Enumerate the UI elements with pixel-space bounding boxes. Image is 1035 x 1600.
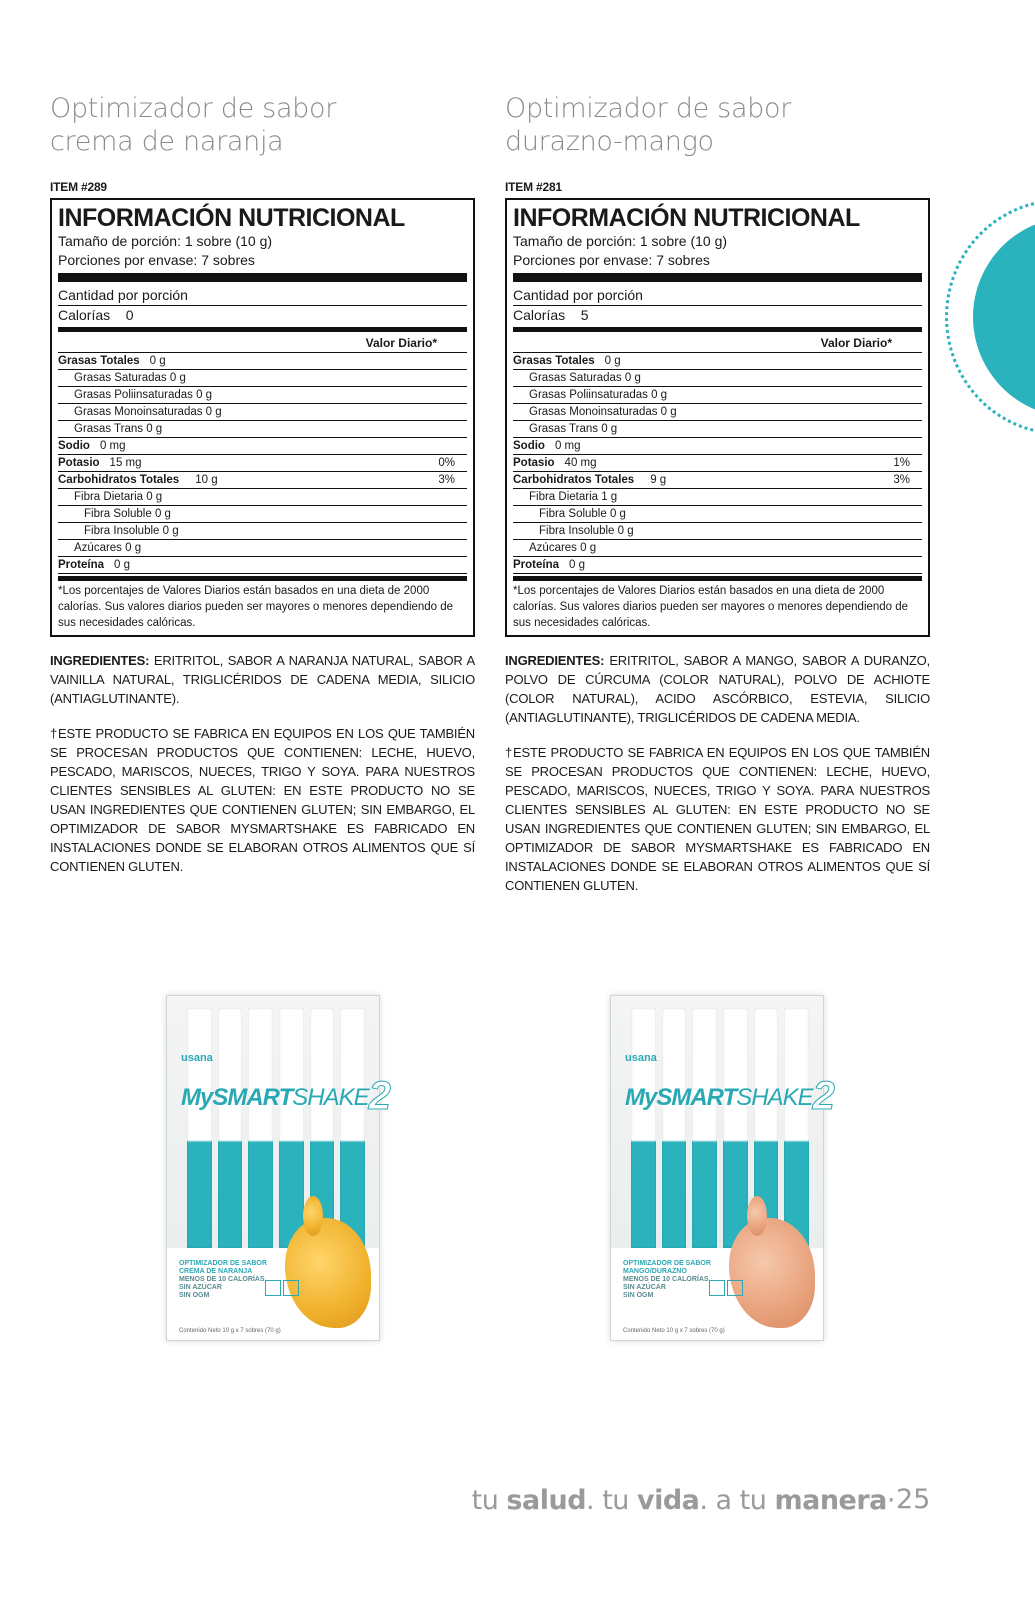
nutrient-row (58, 370, 467, 387)
daily-value-header: Valor Diario* (58, 334, 467, 353)
peach-splash-image (729, 1218, 815, 1328)
brand-logo: usana (625, 1052, 657, 1064)
thick-divider (513, 273, 922, 282)
nutrient-daily-value (850, 438, 910, 454)
nutrient-name: Potasio (513, 457, 555, 469)
net-content: Contenido Neto 10 g x 7 sobres (70 g) (179, 1328, 281, 1334)
nutrient-amount: 0 mg (99, 440, 126, 452)
package-badges (709, 1280, 743, 1296)
nutrient-row (58, 523, 467, 540)
nutrient-daily-value (395, 404, 455, 420)
nutrient-row (58, 455, 467, 472)
footnote: *Los porcentajes de Valores Diarios están basados en una dieta de 2000 calorías. Sus valores diarios pueden ser mayores o menores dependiendo de sus necesidades calóricas. (513, 585, 909, 629)
daily-value-header: Valor Diario* (513, 334, 922, 353)
allergen-statement: †ESTE PRODUCTO SE FABRICA EN EQUIPOS EN LOS QUE TAMBIÉN SE PROCESAN PRODUCTOS QUE CONTIENEN: LECHE, HUEVO, PESCADO, MARISCOS, NUECES, TRIGO Y SOYA. PARA NUESTROS CLIENTES SENSIBLES AL GLUTEN: EN ESTE PRODUCTO NO SE USAN INGREDIENTES QUE CONTIENEN GLUTEN; SIN EMBARGO, EL OPTIMIZADOR DE SABOR MYSMARTSHAKE ES FABRICADO EN INSTALACIONES DONDE SE ELABORAN OTROS ALIMENTOS QUE SÍ CONTIENEN GLUTEN. (50, 726, 475, 874)
nutrient-label (513, 421, 850, 437)
nutrient-row (58, 438, 467, 455)
nutrition-facts-panel (50, 198, 475, 637)
nutrient-amount: 40 mg (564, 457, 597, 469)
footnote: *Los porcentajes de Valores Diarios están basados en una dieta de 2000 calorías. Sus valores diarios pueden ser mayores o menores dependiendo de sus necesidades calóricas. (58, 585, 454, 629)
package-label-panel (611, 1248, 823, 1340)
nutrient-label (513, 472, 850, 488)
logo-my: My (625, 1084, 657, 1111)
package-line: SIN AZÚCAR (179, 1284, 222, 1291)
nutrient-name: Potasio (58, 457, 100, 469)
nutrition-facts-panel (505, 198, 930, 637)
nutrient-amount: 0 g (569, 559, 586, 571)
medium-divider (58, 327, 467, 332)
nutrient-amount: 0 g (114, 559, 131, 571)
serving-size: Tamaño de porción: 1 sobre (10 g) (513, 233, 728, 249)
nutrient-label (513, 557, 850, 573)
nutrient-amount: 10 g (195, 474, 218, 486)
thick-divider (58, 273, 467, 282)
nutrient-daily-value (395, 387, 455, 403)
medium-divider (513, 576, 922, 581)
package-line: OPTIMIZADOR DE SABOR (623, 1260, 711, 1267)
nutrient-name: Fibra Insoluble 0 g (539, 525, 634, 537)
nutrient-name: Grasas Totales (58, 355, 140, 367)
package-badges (265, 1280, 299, 1296)
nutrient-daily-value (850, 523, 910, 539)
nutrient-row (513, 540, 922, 557)
orange-splash-image (285, 1218, 371, 1328)
nutrient-label (513, 438, 850, 454)
nutrient-amount: 15 mg (109, 457, 142, 469)
nutrient-row (513, 472, 922, 489)
calories-label: Calorías (513, 307, 566, 323)
nutrient-rows (513, 353, 922, 574)
nutrient-row (513, 353, 922, 370)
nutrient-label (58, 421, 395, 437)
nutrient-name: Fibra Soluble 0 g (539, 508, 626, 520)
nutrient-name: Grasas Trans 0 g (529, 423, 618, 435)
nutrient-row (58, 506, 467, 523)
product-title-line1: Optimizador de sabor (505, 93, 792, 124)
product-column-orange (50, 92, 475, 876)
medium-divider (58, 576, 467, 581)
nutrient-row (513, 489, 922, 506)
ingredients-label: INGREDIENTES: (505, 653, 605, 668)
nutrient-daily-value (395, 540, 455, 556)
allergen-statement: †ESTE PRODUCTO SE FABRICA EN EQUIPOS EN LOS QUE TAMBIÉN SE PROCESAN PRODUCTOS QUE CONTIENEN: LECHE, HUEVO, PESCADO, MARISCOS, NUECES, TRIGO Y SOYA. PARA NUESTROS CLIENTES SENSIBLES AL GLUTEN: EN ESTE PRODUCTO NO SE USAN INGREDIENTES QUE CONTIENEN GLUTEN; SIN EMBARGO, EL OPTIMIZADOR DE SABOR MYSMARTSHAKE ES FABRICADO EN INSTALACIONES DONDE SE ELABORAN OTROS ALIMENTOS QUE SÍ CONTIENEN GLUTEN. (505, 745, 930, 893)
package-label-panel (167, 1248, 379, 1340)
nutrient-name: Grasas Poliinsaturadas 0 g (74, 389, 213, 401)
nutrient-name: Grasas Poliinsaturadas 0 g (529, 389, 668, 401)
logo-smart: SMART (212, 1084, 293, 1111)
nutrition-heading: INFORMACIÓN NUTRICIONAL (58, 204, 405, 232)
nutrient-label (58, 540, 395, 556)
nutrient-name: Sodio (513, 440, 545, 452)
nutrient-row (58, 353, 467, 370)
nutrient-label (58, 370, 395, 386)
calories-value: 5 (580, 307, 589, 323)
calories-value: 0 (125, 307, 134, 323)
nutrient-daily-value: 3% (893, 474, 910, 486)
nutrient-row (58, 489, 467, 506)
nutrient-label (58, 455, 395, 471)
nutrient-amount: 9 g (650, 474, 667, 486)
nutrient-name: Grasas Monoinsaturadas 0 g (529, 406, 677, 418)
page-number: 25 (896, 1484, 931, 1515)
nutrient-amount: 0 g (149, 355, 166, 367)
nutrient-row (58, 404, 467, 421)
nutrient-daily-value (395, 523, 455, 539)
package-line: MENOS DE 10 CALORÍAS (623, 1276, 709, 1283)
nutrient-label (58, 404, 395, 420)
slogan-bold: manera (774, 1485, 887, 1516)
package-line: CREMA DE NARANJA (179, 1268, 253, 1275)
nutrient-row (58, 557, 467, 574)
nutrient-daily-value (850, 353, 910, 369)
nutrient-daily-value: 3% (438, 474, 455, 486)
slogan-part: tu (471, 1485, 507, 1516)
nutrient-daily-value (850, 506, 910, 522)
logo-shake: SHAKE (736, 1084, 813, 1111)
nutrient-label (58, 472, 395, 488)
nutrient-row (513, 404, 922, 421)
slogan-bold: salud (506, 1485, 587, 1516)
nutrient-label (513, 370, 850, 386)
package-line: SIN OGM (623, 1292, 654, 1299)
servings-per-container: Porciones por envase: 7 sobres (58, 252, 255, 268)
nutrient-daily-value: 0% (438, 457, 455, 469)
nutrient-daily-value (850, 557, 910, 573)
logo-number: 2 (368, 1074, 390, 1118)
serving-size: Tamaño de porción: 1 sobre (10 g) (58, 233, 273, 249)
nutrient-amount: 0 mg (554, 440, 581, 452)
nutrient-name: Grasas Trans 0 g (74, 423, 163, 435)
nutrient-name: Carbohidratos Totales (513, 474, 635, 486)
nutrient-amount: 0 g (604, 355, 621, 367)
nutrient-row (513, 438, 922, 455)
nutrient-row (513, 387, 922, 404)
nutrient-label (58, 489, 395, 505)
logo-number: 2 (812, 1074, 834, 1118)
nutrient-name: Grasas Monoinsaturadas 0 g (74, 406, 222, 418)
nutrient-label (513, 540, 850, 556)
product-title-line1: Optimizador de sabor (50, 93, 337, 124)
nutrient-label (58, 506, 395, 522)
nutrient-name: Proteína (513, 559, 560, 571)
amount-per-serving: Cantidad por porción (513, 286, 922, 306)
logo-shake: SHAKE (292, 1084, 369, 1111)
nutrient-row (58, 421, 467, 438)
product-package-peach-mango (610, 995, 834, 1341)
ingredients-text: ERITRITOL, SABOR A MANGO, SABOR A DURANZO, POLVO DE CÚRCUMA (COLOR NATURAL), POLVO DE ACHIOTE (COLOR NATURAL), ACIDO ASCÓRBICO, ESTEVIA, SILICIO (ANTIAGLUTINANTE), TRIGLICÉRIDOS DE CADENA MEDIA. (505, 653, 930, 725)
nutrient-rows (58, 353, 467, 574)
packet-sticks (187, 1008, 365, 1248)
item-number: ITEM #281 (505, 180, 562, 194)
product-title (50, 92, 475, 162)
nutrient-row (58, 540, 467, 557)
nutrient-row (513, 421, 922, 438)
nutrient-name: Sodio (58, 440, 90, 452)
nutrient-daily-value (395, 353, 455, 369)
product-logo (181, 1070, 390, 1118)
calories-row (513, 306, 922, 325)
nutrient-name: Proteína (58, 559, 105, 571)
logo-smart: SMART (656, 1084, 737, 1111)
product-title (505, 92, 930, 162)
ingredients (505, 651, 930, 727)
decorative-circle (935, 205, 1035, 433)
slogan-part: . a tu (699, 1485, 775, 1516)
nutrient-row (58, 472, 467, 489)
nutrient-daily-value (850, 370, 910, 386)
nutrient-name: Fibra Soluble 0 g (84, 508, 171, 520)
nutrient-name: Grasas Saturadas 0 g (529, 372, 641, 384)
nutrient-daily-value (395, 438, 455, 454)
nutrient-row (58, 387, 467, 404)
ingredients (50, 651, 475, 708)
calories-row (58, 306, 467, 325)
nutrient-label (513, 404, 850, 420)
brand-logo: usana (181, 1052, 213, 1064)
product-logo (625, 1070, 834, 1118)
nutrient-label (58, 557, 395, 573)
package-line: MENOS DE 10 CALORÍAS (179, 1276, 265, 1283)
nutrient-label (513, 489, 850, 505)
servings-per-container: Porciones por envase: 7 sobres (513, 252, 710, 268)
nutrient-row (513, 370, 922, 387)
slogan-part: . tu (586, 1485, 637, 1516)
nutrient-name: Carbohidratos Totales (58, 474, 180, 486)
nutrient-label (513, 523, 850, 539)
nutrient-label (58, 387, 395, 403)
package-line: SIN AZÚCAR (623, 1284, 666, 1291)
medium-divider (513, 327, 922, 332)
product-title-line2: crema de naranja (50, 126, 284, 157)
nutrient-name: Fibra Dietaria 1 g (529, 491, 618, 503)
nutrient-label (58, 438, 395, 454)
amount-per-serving: Cantidad por porción (58, 286, 467, 306)
calories-label: Calorías (58, 307, 111, 323)
nutrient-daily-value (395, 370, 455, 386)
nutrient-daily-value (850, 540, 910, 556)
product-title-line2: durazno-mango (505, 126, 714, 157)
slogan-bold: vida (636, 1485, 700, 1516)
footer-slogan (472, 1485, 895, 1516)
nutrient-daily-value (395, 506, 455, 522)
package-line: MANGO/DURAZNO (623, 1268, 687, 1275)
nutrient-daily-value (850, 489, 910, 505)
net-content: Contenido Neto 10 g x 7 sobres (70 g) (623, 1328, 725, 1334)
ingredients-label: INGREDIENTES: (50, 653, 150, 668)
nutrient-row (513, 523, 922, 540)
product-package-orange (166, 995, 390, 1341)
nutrient-row (513, 455, 922, 472)
product-column-peach-mango (505, 92, 930, 895)
nutrient-daily-value: 1% (893, 457, 910, 469)
logo-my: My (181, 1084, 213, 1111)
nutrient-daily-value (395, 489, 455, 505)
nutrient-label (513, 506, 850, 522)
nutrition-heading: INFORMACIÓN NUTRICIONAL (513, 204, 860, 232)
nutrient-daily-value (850, 387, 910, 403)
packet-sticks (631, 1008, 809, 1248)
nutrient-daily-value (395, 557, 455, 573)
package-line: OPTIMIZADOR DE SABOR (179, 1260, 267, 1267)
nutrient-name: Azúcares 0 g (529, 542, 597, 554)
nutrient-daily-value (395, 421, 455, 437)
nutrient-name: Fibra Dietaria 0 g (74, 491, 163, 503)
nutrient-name: Grasas Saturadas 0 g (74, 372, 186, 384)
nutrient-name: Grasas Totales (513, 355, 595, 367)
nutrient-label (58, 523, 395, 539)
item-number: ITEM #289 (50, 180, 107, 194)
nutrient-label (513, 455, 850, 471)
nutrient-daily-value (850, 404, 910, 420)
nutrient-row (513, 557, 922, 574)
nutrient-row (513, 506, 922, 523)
package-line: SIN OGM (179, 1292, 210, 1299)
nutrient-label (58, 353, 395, 369)
nutrient-name: Azúcares 0 g (74, 542, 142, 554)
nutrient-daily-value (850, 421, 910, 437)
ingredients-text: ERITRITOL, SABOR A NARANJA NATURAL, SABOR A VAINILLA NATURAL, TRIGLICÉRIDOS DE CADENA MEDIA, SILICIO (ANTIAGLUTINANTE). (50, 653, 475, 706)
nutrient-name: Fibra Insoluble 0 g (84, 525, 179, 537)
nutrient-label (513, 387, 850, 403)
nutrient-label (513, 353, 850, 369)
slogan-part: · (886, 1485, 895, 1516)
